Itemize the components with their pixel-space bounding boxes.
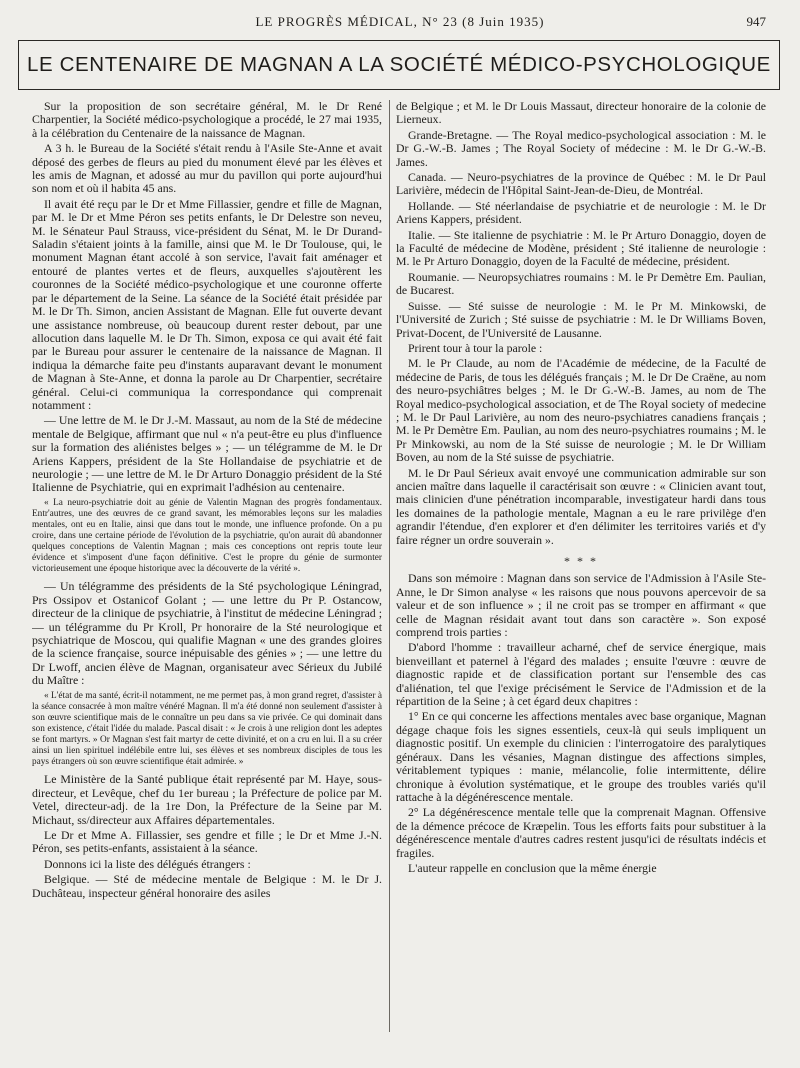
article-title-box <box>18 40 780 90</box>
paragraph: L'auteur rappelle en conclusion que la même énergie <box>408 860 657 875</box>
paragraph: de Belgique ; et M. le Dr Louis Massaut, directeur honoraire de la colonie de Lierneux. <box>396 100 766 127</box>
paragraph: Le Dr et Mme A. Fillassier, ses gendre et fille ; le Dr et Mme J.-N. Péron, ses petits-enfants, assistaient à la séance. <box>32 827 382 856</box>
paragraph: D'abord l'homme : travailleur acharné, chef de service énergique, mais bienveillant et paternel à l'égard des malades ; ensuite l'œuvre : œuvre de diagnostic rapide et de classification portant sur l'ensemble des cas d'aliénation, tel que l'exige précisément le Service de l'Admission et de la répartition de la Seine ; à cet égard deux chapitres : <box>396 640 766 709</box>
article-title: LE CENTENAIRE DE MAGNAN A LA SOCIÉTÉ MÉDICO-PSYCHOLOGIQUE <box>27 53 771 76</box>
paragraph: A 3 h. le Bureau de la Société s'était rendu à l'Asile Ste-Anne et avait déposé des gerbes de fleurs au pied du monument élevé par les élèves et les amis de Magnan, et adossé au mur du pavillon qui porte aujourd'hui son nom et où il habita 45 ans. <box>32 141 382 196</box>
paragraph: — Un télégramme des présidents de la Sté psychologique Léningrad, Prs Ossipov et Ostanicof Golant ; — une lettre du Pr P. Ostancow, directeur de la clinique de psychiatrie, à l'institut de médecine Léningrad ; — un télégramme du Pr Kroll, Pr honoraire de la Sté neurologique et psychiatrique de Moscou, qui qualifie Magnan « une des grandes gloires de la science française, source inépuisable des génies » ; — une lettre du Dr Lwoff, ancien élève de Magnan, organisateur avec Sérieux du Jubilé du Maître : <box>32 579 382 688</box>
right-column <box>396 100 766 1060</box>
paragraph: 2° La dégénérescence mentale telle que la comprenait Magnan. Offensive de la démence précoce de Kræpelin. Tous les efforts faits pour substituer à la dégénérescence mentale d'autres cadres restent jusqu'ici de résultats indécis et fragiles. <box>396 805 766 860</box>
journal-title: LE PROGRÈS MÉDICAL, N° 23 (8 Juin 1935) <box>255 14 545 29</box>
delegate-entry: Roumanie. — Neuropsychiatres roumains : M. le Pr Demètre Em. Paulian, de Bucarest. <box>396 269 766 298</box>
column-divider <box>389 100 390 1032</box>
delegate-entry: Canada. — Neuro-psychiatres de la province de Québec : M. le Dr Paul Larivière, médecin de l'Hôpital Saint-Jean-de-Dieu, de Montréal. <box>396 170 766 198</box>
page-number: 947 <box>746 14 766 29</box>
delegate-entry: Suisse. — Sté suisse de neurologie : M. le Pr M. Minkowski, de l'Université de Zurich ; Sté suisse de psychiatrie : M. le Dr Williams Boven, Privat-Docent, de l'Université de Lausanne. <box>396 298 766 340</box>
paragraph: Sur la proposition de son secrétaire général, M. le Dr René Charpentier, la Société médico-psychologique a procédé, le 27 mai 1935, à la célébration du Centenaire de la naissance de Magnan. <box>32 100 382 140</box>
paragraph: Le Ministère de la Santé publique était représenté par M. Haye, sous-directeur, et Levêque, chef du 1er bureau ; la Préfecture de police par M. Vetel, directeur-adj. de la 1re Don, la Préfecture de la Seine par M. Michaut, ss/directeur aux Affaires départementales. <box>32 772 382 827</box>
paragraph: M. le Pr Claude, au nom de l'Académie de médecine, de la Faculté de médecine de Paris, de tous les délégués français ; M. le Dr De Craëne, au nom des neuro-psychiâtres belges ; M. le Dr G.-W.-B. James, au nom de The Royal medico-psychological association, et de The Royal society of medecine ; M. le Dr Paul Larivière, au nom des neuro-psychiatres canadiens français ; M. le Pr Demètre Em. Paulian, au nom des neuro-psychiatres roumains ; M. le Pr Minkowski, au nom de la Sté suisse de neurologie ; M. le Dr William Boven, au nom de la Sté suisse de psychiatrie. <box>396 356 766 465</box>
running-header <box>0 14 800 36</box>
paragraph: Belgique. — Sté de médecine mentale de Belgique : M. le Dr J. Duchâteau, inspecteur général honoraire des asiles <box>32 872 382 900</box>
delegate-entry: Italie. — Ste italienne de psychiatrie : M. le Pr Arturo Donaggio, doyen de la Faculté de médecine de Modène, président ; Sté italienne de neurologie : M. le Pr Arturo Donaggio, doyen de la Faculté de médecine, président. <box>396 227 766 269</box>
paragraph: Dans son mémoire : Magnan dans son service de l'Admission à l'Asile Ste-Anne, le Dr Simon analyse « les raisons que nous pouvons apercevoir de sa valeur et de son influence » ; il ne croit pas se tromper en affirmant « que celle de Magnan résidait avant tout dans son caractère ». Son exposé comprend trois parties : <box>396 571 766 640</box>
quotation-donaggio: « La neuro-psychiatrie doit au génie de Valentin Magnan des progrès fondamentaux. Entr'autres, une des œuvres de ce grand savant, les mémorables leçons sur les maladies mentales, ont eu en Italie, ainsi que dans tout le monde, une influence profonde. On a pu croire, dans une certaine période de l'évolution de la psychiatrie, qu'on aurait dû abandonner quelques conceptions de Valentin Magnan ; mais ces conceptions ont repris toute leur évidence et s'imposent d'une façon définitive. C'est le propre du génie de surmonter victorieusement une époque historique avec la découverte de la vérité ». <box>32 497 382 575</box>
delegate-entry: Hollande. — Sté néerlandaise de psychiatrie et de neurologie : M. le Dr Ariens Kappers, président. <box>396 198 766 227</box>
left-column <box>32 100 382 1060</box>
paragraph: 1° En ce qui concerne les affections mentales avec base organique, Magnan dégage chaque fois les signes essentiels, ceux-là qui seuls impliquent un diagnostic positif. Un exemple du clinicien : l'interrogatoire des paralytiques généraux. Dans les vésanies, Magnan distingue des affections simples, véritablement typiques : manie, mélancolie, folie intermittente, délire chronique à évolution systématique, et le groupe des troubles variés qu'il rattache à la dégénérescence mentale. <box>396 709 766 804</box>
paragraph: — Une lettre de M. le Dr J.-M. Massaut, au nom de la Sté de médecine mentale de Belgique, affirmant que nul « n'a peut-être eu plus d'influence sur la formation des aliénistes belges » ; — un télégramme de M. le Dr Ariens Kappers, président de la Ste Hollandaise de psychiatrie et de neurologie ; — une lettre de M. le Dr Arturo Donaggio président de la Sté Italienne de Psychiatrie, qui en exprimait l'adhésion au centenaire. <box>32 413 382 495</box>
paragraph: Prirent tour à tour la parole : <box>408 340 543 355</box>
paragraph: Il avait été reçu par le Dr et Mme Fillassier, gendre et fille de Magnan, par M. le Dr et Mme Péron ses petits enfants, le Dr Delestre son neveu, M. le Sénateur Paul Strauss, vice-président du Sénat, M. le Dr Durand-Saladin s'étaient joints à la famille, ainsi que M. le Dr Toulouse, qui, le monument Magnan étant accolé à son service, l'avait fait aménager et entouré de plantes vertes et de fleurs, auxquelles s'ajoutèrent les couronnes de la Société médico-psychologique et une couronne offerte par le département de la Seine. La séance de la Société était présidée par M. le Dr Th. Simon, ancien Assistant de Magnan. Elle fut ouverte devant une assistance nombreuse, où beaucoup durent rester debout, par une allocution dans laquelle M. le Dr Th. Simon, exposa ce qui avait été fait par le Bureau pour assurer le centenaire de la naissance de Magnan. Il indiqua la démarche faite peu d'instants auparavant devant le monument de Magnan à Ste-Anne, et donna la parole au Dr Charpentier, secrétaire général. Celui-ci communiqua la correspondance qui comprenait notamment : <box>32 196 382 412</box>
paragraph: Donnons ici la liste des délégués étrangers : <box>44 856 251 871</box>
quotation-lwoff: « L'état de ma santé, écrit-il notamment, ne me permet pas, à mon grand regret, d'assister à la séance consacrée à mon maître vénéré Magnan. Il m'a été donné non seulement d'assister à son œuvre scientifique mais de le connaître un peu dans sa vie privée. Ce qui dominait dans son existence, c'était l'idée du malade. Pascal disait : « Je crois à une religion dont les adeptes se font martyrs. » Or Magnan s'est fait martyr de cette divinité, et on a cru en lui. Il a su créer ainsi un lien spirituel indélébile entre lui, ses élèves et ses nombreux disciples de tous les pays étrangers où son œuvre scientifique était admirée. » <box>32 690 382 768</box>
section-separator: * * * <box>564 554 598 568</box>
paragraph: M. le Dr Paul Sérieux avait envoyé une communication admirable sur son ancien maître dans laquelle il caractérisait son œuvre : « Clinicien avant tout, mais clinicien d'une pénétration incomparable, investigateur hardi dans tous les domaines de la pathologie mentale, Magnan a eu le rare privilège d'en agrandir l'étendue, d'en explorer et d'en délimiter les territoires variés et d'y faire régner un ordre souverain ». <box>396 465 766 547</box>
delegate-entry: Grande-Bretagne. — The Royal medico-psychological association : M. le Dr G.-W.-B. James ; The Royal Society of médecine : M. le Dr G.-W.-B. James. <box>396 127 766 169</box>
